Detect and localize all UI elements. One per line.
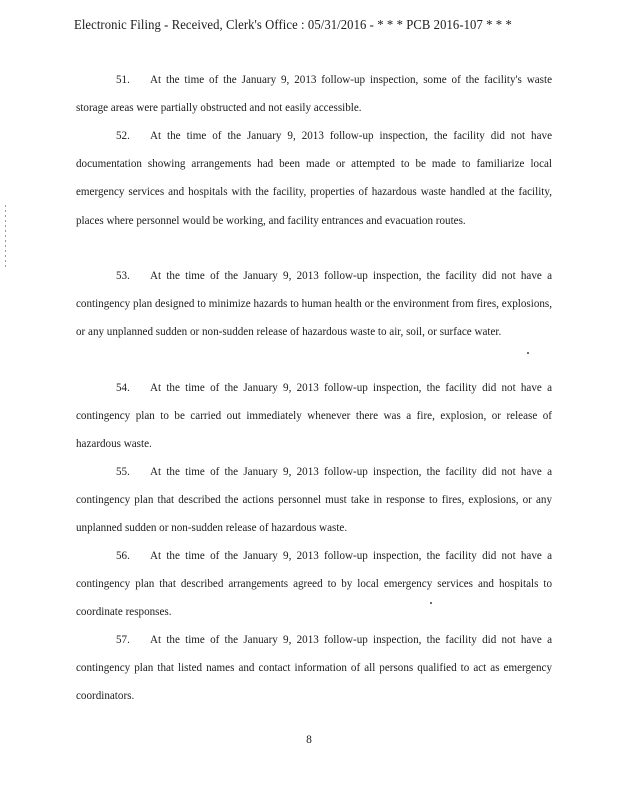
paragraph-number: 53. — [116, 270, 130, 282]
paragraph-text: At the time of the January 9, 2013 follow-up inspection, the facility did not have a contingency plan that listed names and contact information of all persons qualified to act as emergency coordinators. — [76, 634, 552, 703]
paragraph-56 — [76, 542, 552, 627]
paragraph-number: 54. — [116, 382, 130, 394]
paragraph-text: At the time of the January 9, 2013 follow-up inspection, the facility did not have a contingency plan that described the actions personnel must take in response to fires, explosions, or any unplanned sudden or non-sudden release of hazardous waste. — [76, 466, 552, 535]
scan-speck — [527, 352, 529, 354]
paragraph-54 — [76, 374, 552, 459]
paragraph-51 — [76, 66, 552, 122]
paragraph-text: At the time of the January 9, 2013 follow-up inspection, the facility did not have a contingency plan that described arrangements agreed to by local emergency services and hospitals to coordinate responses. — [76, 550, 552, 619]
paragraph-55 — [76, 458, 552, 543]
paragraph-57 — [76, 626, 552, 711]
paragraph-text: At the time of the January 9, 2013 follow-up inspection, the facility did not have a contingency plan to be carried out immediately whenever there was a fire, explosion, or release of hazardous waste. — [76, 382, 552, 451]
paragraph-number: 56. — [116, 550, 130, 562]
scan-artifact — [5, 205, 6, 267]
filing-header-text: Electronic Filing - Received, Clerk's Office : 05/31/2016 - * * * PCB 2016-107 * * * — [74, 17, 512, 32]
paragraph-number: 51. — [116, 74, 130, 86]
page-number: 8 — [306, 734, 312, 746]
paragraph-number: 55. — [116, 466, 130, 478]
paragraph-number: 52. — [116, 130, 130, 142]
paragraph-text: At the time of the January 9, 2013 follow-up inspection, the facility did not have documentation showing arrangements had been made or attempted to be made to familiarize local emergency services and hospitals with the facility, properties of hazardous waste handled at the facility, places where personnel would be working, and facility entrances and evacuation routes. — [76, 130, 552, 227]
filing-header — [74, 17, 554, 33]
paragraph-53 — [76, 262, 552, 347]
paragraph-text: At the time of the January 9, 2013 follow-up inspection, the facility did not have a contingency plan designed to minimize hazards to human health or the environment from fires, explosions, or any unplanned sudden or non-sudden release of hazardous waste to air, soil, or surface water. — [76, 270, 552, 339]
paragraph-text: At the time of the January 9, 2013 follow-up inspection, some of the facility's waste storage areas were partially obstructed and not easily accessible. — [76, 74, 552, 115]
paragraph-52 — [76, 122, 552, 235]
paragraph-number: 57. — [116, 634, 130, 646]
